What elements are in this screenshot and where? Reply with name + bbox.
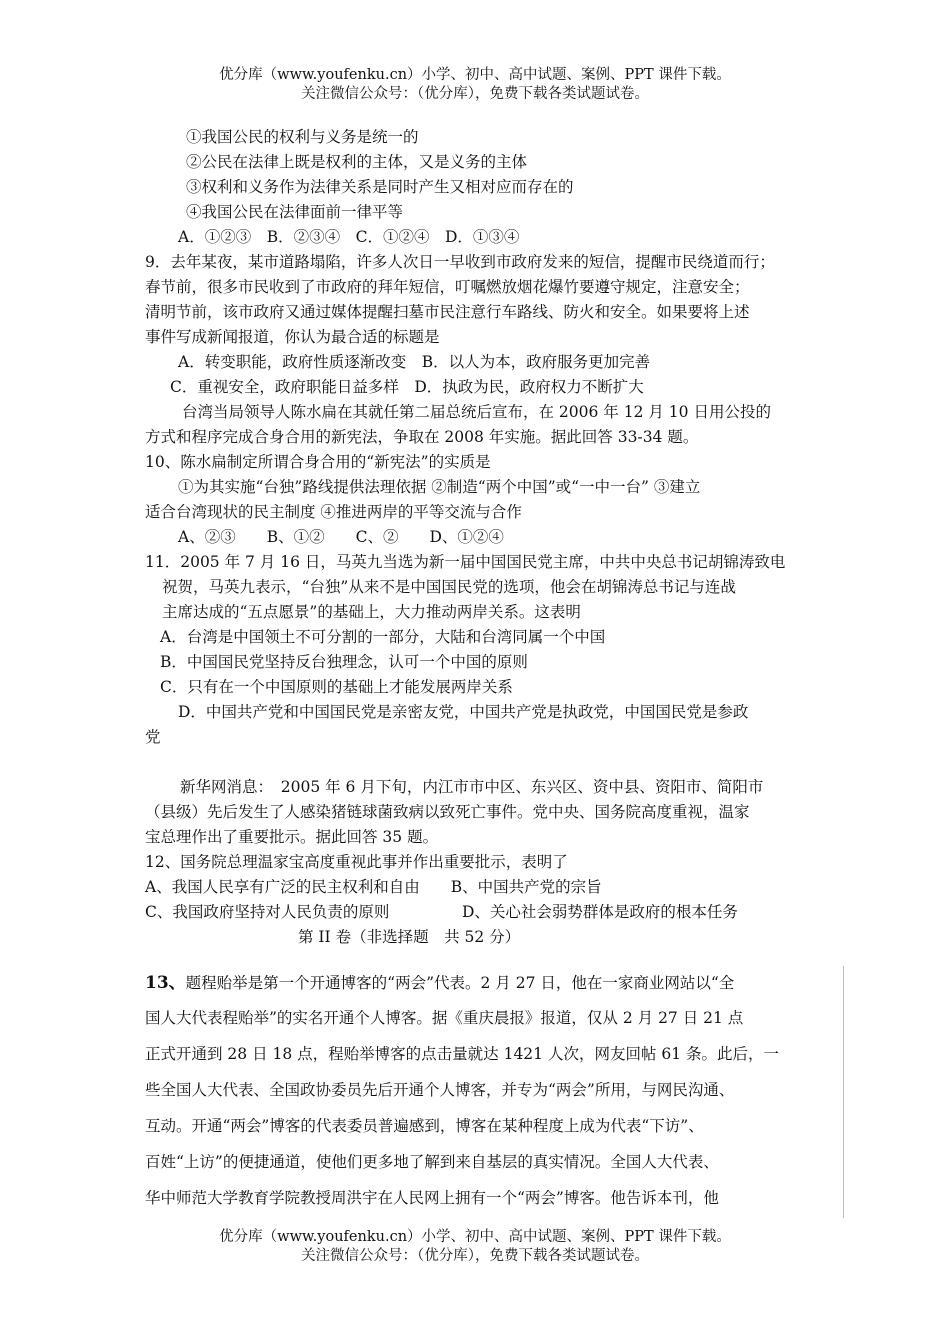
q8-options: A．①②③ B．②③④ C．①②④ D．①③④	[178, 228, 520, 246]
q9-stem-2: 春节前，很多市民收到了市政府的拜年短信，叮嘱燃放烟花爆竹要遵守规定，注意安全；	[145, 278, 750, 296]
taiwan-intro-2: 方式和程序完成合身合用的新宪法，争取在 2008 年实施。据此回答 33-34 题。	[145, 428, 699, 446]
q13-line-2: 国人大代表程贻举”的实名开通个人博客。据《重庆晨报》报道，仅从 2 月 27 日 21 点	[145, 1009, 744, 1027]
header-line-1: 优分库（www.youfenku.cn）小学、初中、高中试题、案例、PPT 课件下载。	[219, 67, 731, 83]
q9-stem-3: 清明节前，该市政府又通过媒体提醒扫墓市民注意行车路线、防火和安全。如果要将上述	[145, 303, 750, 321]
q11-stem-2: 祝贺，马英九表示，“台独”从来不是中国国民党的选项，他会在胡锦涛总书记与连战	[162, 578, 736, 596]
q13-number: 13、	[145, 973, 186, 993]
q9-stem-4: 事件写成新闻报道，你认为最合适的标题是	[145, 328, 440, 346]
q13-line-4: 些全国人大代表、全国政协委员先后开通个人博客，并专为“两会”所用，与网民沟通、	[145, 1081, 735, 1099]
q11-option-b: B．中国国民党坚持反台独理念，认可一个中国的原则	[160, 653, 528, 671]
q10-items-1: ①为其实施“台独”路线提供法理依据 ②制造“两个中国”或“一中一台” ③建立	[178, 478, 701, 496]
footer-line-1: 优分库（www.youfenku.cn）小学、初中、高中试题、案例、PPT 课件下载。	[219, 1229, 731, 1245]
taiwan-intro-1: 台湾当局领导人陈水扁在其就任第二届总统后宣布，在 2006 年 12 月 10 日用公投的	[182, 403, 771, 421]
passage-right-border	[843, 966, 844, 1218]
q10-stem: 10、陈水扁制定所谓合身合用的“新宪法”的实质是	[145, 453, 491, 471]
q11-stem-1: 11．2005 年 7 月 16 日，马英九当选为新一届中国国民党主席，中共中央总书记胡锦涛致电	[145, 553, 786, 571]
q13-line-5: 互动。开通“两会”博客的代表委员普遍感到，博客在某种程度上成为代表“下访”、	[145, 1117, 704, 1135]
q12-options-ab: A、我国人民享有广泛的民主权利和自由 B、中国共产党的宗旨	[145, 878, 602, 896]
xinhua-intro-3: 宝总理作出了重要批示。据此回答 35 题。	[145, 828, 439, 846]
q13-line-3: 正式开通到 28 日 18 点，程贻举博客的点击量就达 1421 人次，网友回帖 61 条。此后，一	[145, 1045, 780, 1063]
q13-line-1-text: 题程贻举是第一个开通博客的“两会”代表。2 月 27 日，他在一家商业网站以“全	[185, 974, 735, 992]
footer-line-2: 关注微信公众号：（优分库），免费下载各类试题试卷。	[301, 1248, 649, 1264]
q8-item-2: ②公民在法律上既是权利的主体，又是义务的主体	[186, 153, 528, 171]
q11-option-d-1: D．中国共产党和中国国民党是亲密友党，中国共产党是执政党，中国国民党是参政	[178, 703, 749, 721]
q11-stem-3: 主席达成的“五点愿景”的基础上，大力推动两岸关系。这表明	[162, 603, 581, 621]
xinhua-intro-1: 新华网消息： 2005 年 6 月下旬，内江市市中区、东兴区、资中县、资阳市、简阳市	[180, 778, 764, 796]
q8-item-3: ③权利和义务作为法律关系是同时产生又相对应而存在的	[186, 178, 574, 196]
q9-options-cd: C．重视安全，政府职能日益多样 D．执政为民，政府权力不断扩大	[170, 378, 644, 396]
q12-option-d: D、关心社会弱势群体是政府的根本任务	[462, 903, 738, 921]
q8-item-1: ①我国公民的权利与义务是统一的	[186, 128, 419, 146]
q13-line-1	[145, 972, 734, 994]
part2-title: 第 II 卷（非选择题 共 52 分）	[298, 928, 521, 946]
q13-line-7: 华中师范大学教育学院教授周洪宇在人民网上拥有一个“两会”博客。他告诉本刊，他	[145, 1189, 719, 1207]
q13-line-6: 百姓“上访”的便捷通道，使他们更多地了解到来自基层的真实情况。全国人大代表、	[145, 1153, 719, 1171]
q12-option-c: C、我国政府坚持对人民负责的原则	[145, 903, 390, 921]
q10-options: A、②③ B、①② C、② D、①②④	[178, 528, 504, 546]
q11-option-a: A．台湾是中国领土不可分割的一部分，大陆和台湾同属一个中国	[160, 628, 606, 646]
q12-stem: 12、国务院总理温家宝高度重视此事并作出重要批示，表明了	[145, 853, 568, 871]
xinhua-intro-2: （县级）先后发生了人感染猪链球菌致病以致死亡事件。党中央、国务院高度重视，温家	[145, 803, 750, 821]
q8-item-4: ④我国公民在法律面前一律平等	[186, 203, 404, 221]
header-line-2: 关注微信公众号：（优分库），免费下载各类试题试卷。	[301, 86, 649, 102]
q9-options-ab: A．转变职能，政府性质逐渐改变 B．以人为本，政府服务更加完善	[178, 353, 651, 371]
q11-option-c: C．只有在一个中国原则的基础上才能发展两岸关系	[160, 678, 513, 696]
q10-items-2: 适合台湾现状的民主制度 ④推进两岸的平等交流与合作	[145, 503, 522, 521]
q11-option-d-2: 党	[145, 728, 161, 746]
q9-stem-1: 9．去年某夜，某市道路塌陷，许多人次日一早收到市政府发来的短信，提醒市民绕道而行；	[145, 253, 775, 271]
